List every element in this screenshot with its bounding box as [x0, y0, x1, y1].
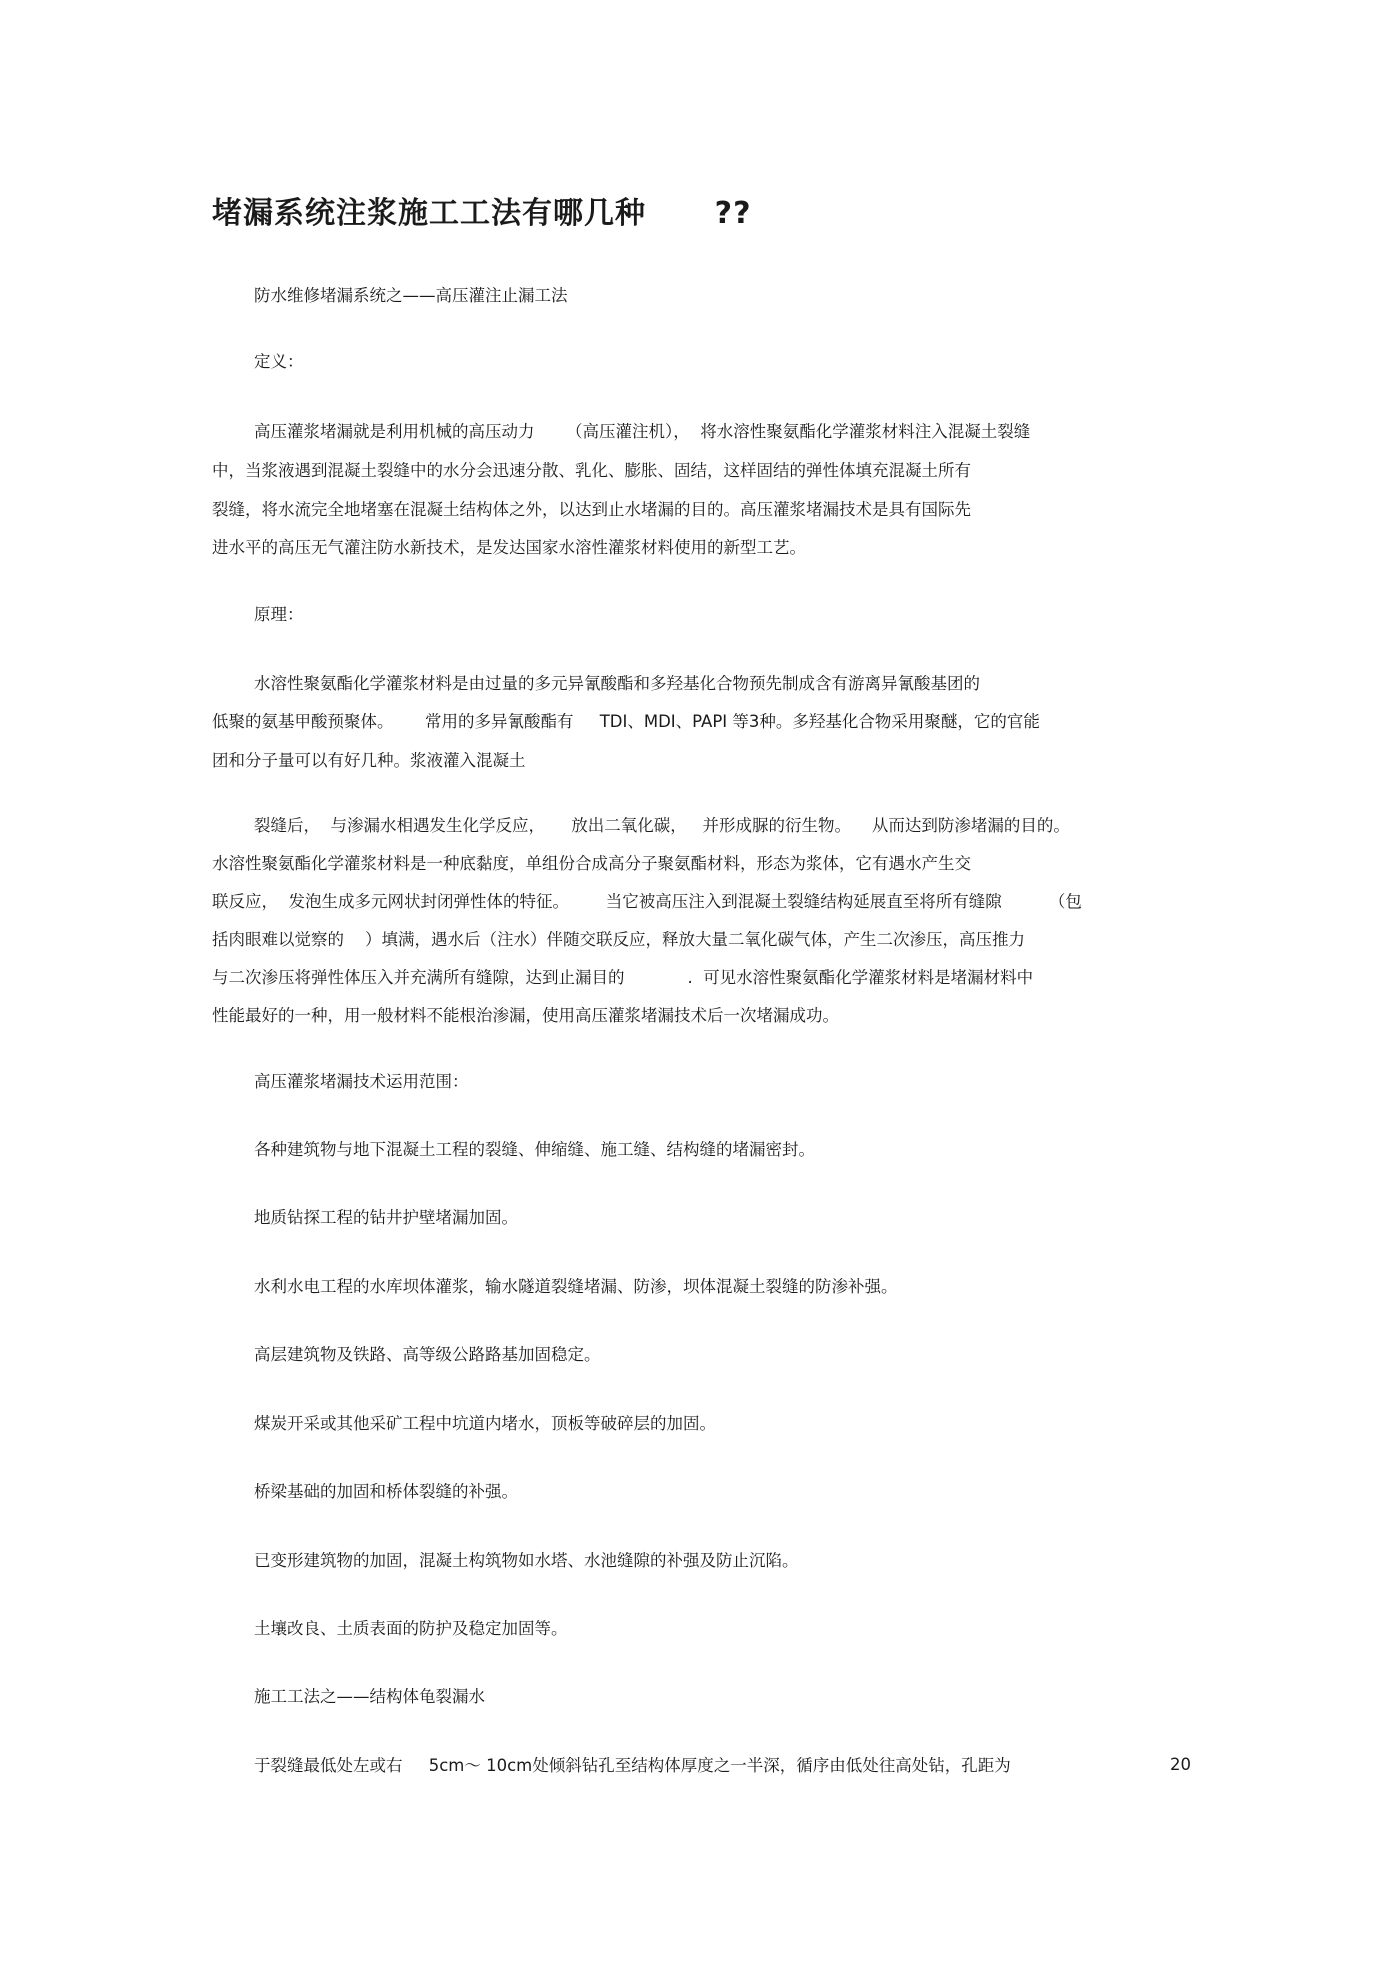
trailing-number: 20 — [1170, 1755, 1191, 1774]
definition-line: 进水平的高压无气灌注防水新技术，是发达国家水溶性灌浆材料使用的新型工艺。 — [212, 538, 806, 557]
scope-item: 水利水电工程的水库坝体灌浆，输水隧道裂缝堵漏、防渗，坝体混凝土裂缝的防渗补强。 — [254, 1277, 898, 1296]
body-line: 于裂缝最低处左或右 5cm～ 10cm处倾斜钻孔至结构体厚度之一半深，循序由低处往高处钻，孔距为 — [254, 1756, 1011, 1775]
section-heading: 防水维修堵漏系统之——高压灌注止漏工法 — [254, 286, 568, 305]
section-heading: 施工工法之——结构体龟裂漏水 — [254, 1687, 485, 1706]
definition-label: 定义： — [254, 352, 304, 371]
definition-line: 裂缝，将水流完全地堵塞在混凝土结构体之外，以达到止水堵漏的目的。高压灌浆堵漏技术是具有国际先 — [212, 500, 971, 519]
scope-item: 已变形建筑物的加固，混凝土构筑物如水塔、水池缝隙的补强及防止沉陷。 — [254, 1551, 799, 1570]
scope-item: 土壤改良、土质表面的防护及稳定加固等。 — [254, 1619, 568, 1638]
scope-label: 高压灌浆堵漏技术运用范围： — [254, 1072, 469, 1091]
definition-line: 高压灌浆堵漏就是利用机械的高压动力 （高压灌注机）， 将水溶性聚氨酯化学灌浆材料注入混凝土裂缝 — [254, 422, 1031, 441]
scope-item: 高层建筑物及铁路、高等级公路路基加固稳定。 — [254, 1345, 601, 1364]
scope-item: 各种建筑物与地下混凝土工程的裂缝、伸缩缝、施工缝、结构缝的堵漏密封。 — [254, 1140, 815, 1159]
principle-line: 裂缝后， 与渗漏水相遇发生化学反应， 放出二氧化碳， 并形成脲的衍生物。 从而达到防渗堵漏的目的。 — [254, 816, 1070, 835]
principle-line: 与二次渗压将弹性体压入并充满所有缝隙，达到止漏目的 . 可见水溶性聚氨酯化学灌浆材料是堵漏材料中 — [212, 968, 1034, 987]
principle-line: 低聚的氨基甲酸预聚体。 常用的多异氰酸酯有 TDI、MDI、PAPI 等3种。多羟基化合物采用聚醚，它的官能 — [212, 712, 1040, 731]
scope-item: 地质钻探工程的钻井护壁堵漏加固。 — [254, 1208, 518, 1227]
principle-line: 团和分子量可以有好几种。浆液灌入混凝土 — [212, 751, 526, 770]
principle-label: 原理： — [254, 605, 304, 624]
principle-line: 水溶性聚氨酯化学灌浆材料是一种底黏度，单组份合成高分子聚氨酯材料，形态为浆体，它有遇水产生交 — [212, 854, 971, 873]
principle-line: 括肉眼难以觉察的 ）填满，遇水后（注水）伴随交联反应，释放大量二氧化碳气体，产生二次渗压，高压推力 — [212, 930, 1025, 949]
page-title: 堵漏系统注浆施工工法有哪几种 ?? — [212, 196, 752, 231]
principle-line: 性能最好的一种，用一般材料不能根治渗漏，使用高压灌浆堵漏技术后一次堵漏成功。 — [212, 1006, 839, 1025]
scope-item: 桥梁基础的加固和桥体裂缝的补强。 — [254, 1482, 518, 1501]
definition-line: 中，当浆液遇到混凝土裂缝中的水分会迅速分散、乳化、膨胀、固结，这样固结的弹性体填充混凝土所有 — [212, 461, 971, 480]
principle-line: 联反应， 发泡生成多元网状封闭弹性体的特征。 当它被高压注入到混凝土裂缝结构延展直至将所有缝隙 （包 — [212, 892, 1082, 911]
scope-item: 煤炭开采或其他采矿工程中坑道内堵水，顶板等破碎层的加固。 — [254, 1414, 716, 1433]
principle-line: 水溶性聚氨酯化学灌浆材料是由过量的多元异氰酸酯和多羟基化合物预先制成含有游离异氰酸基团的 — [254, 674, 980, 693]
